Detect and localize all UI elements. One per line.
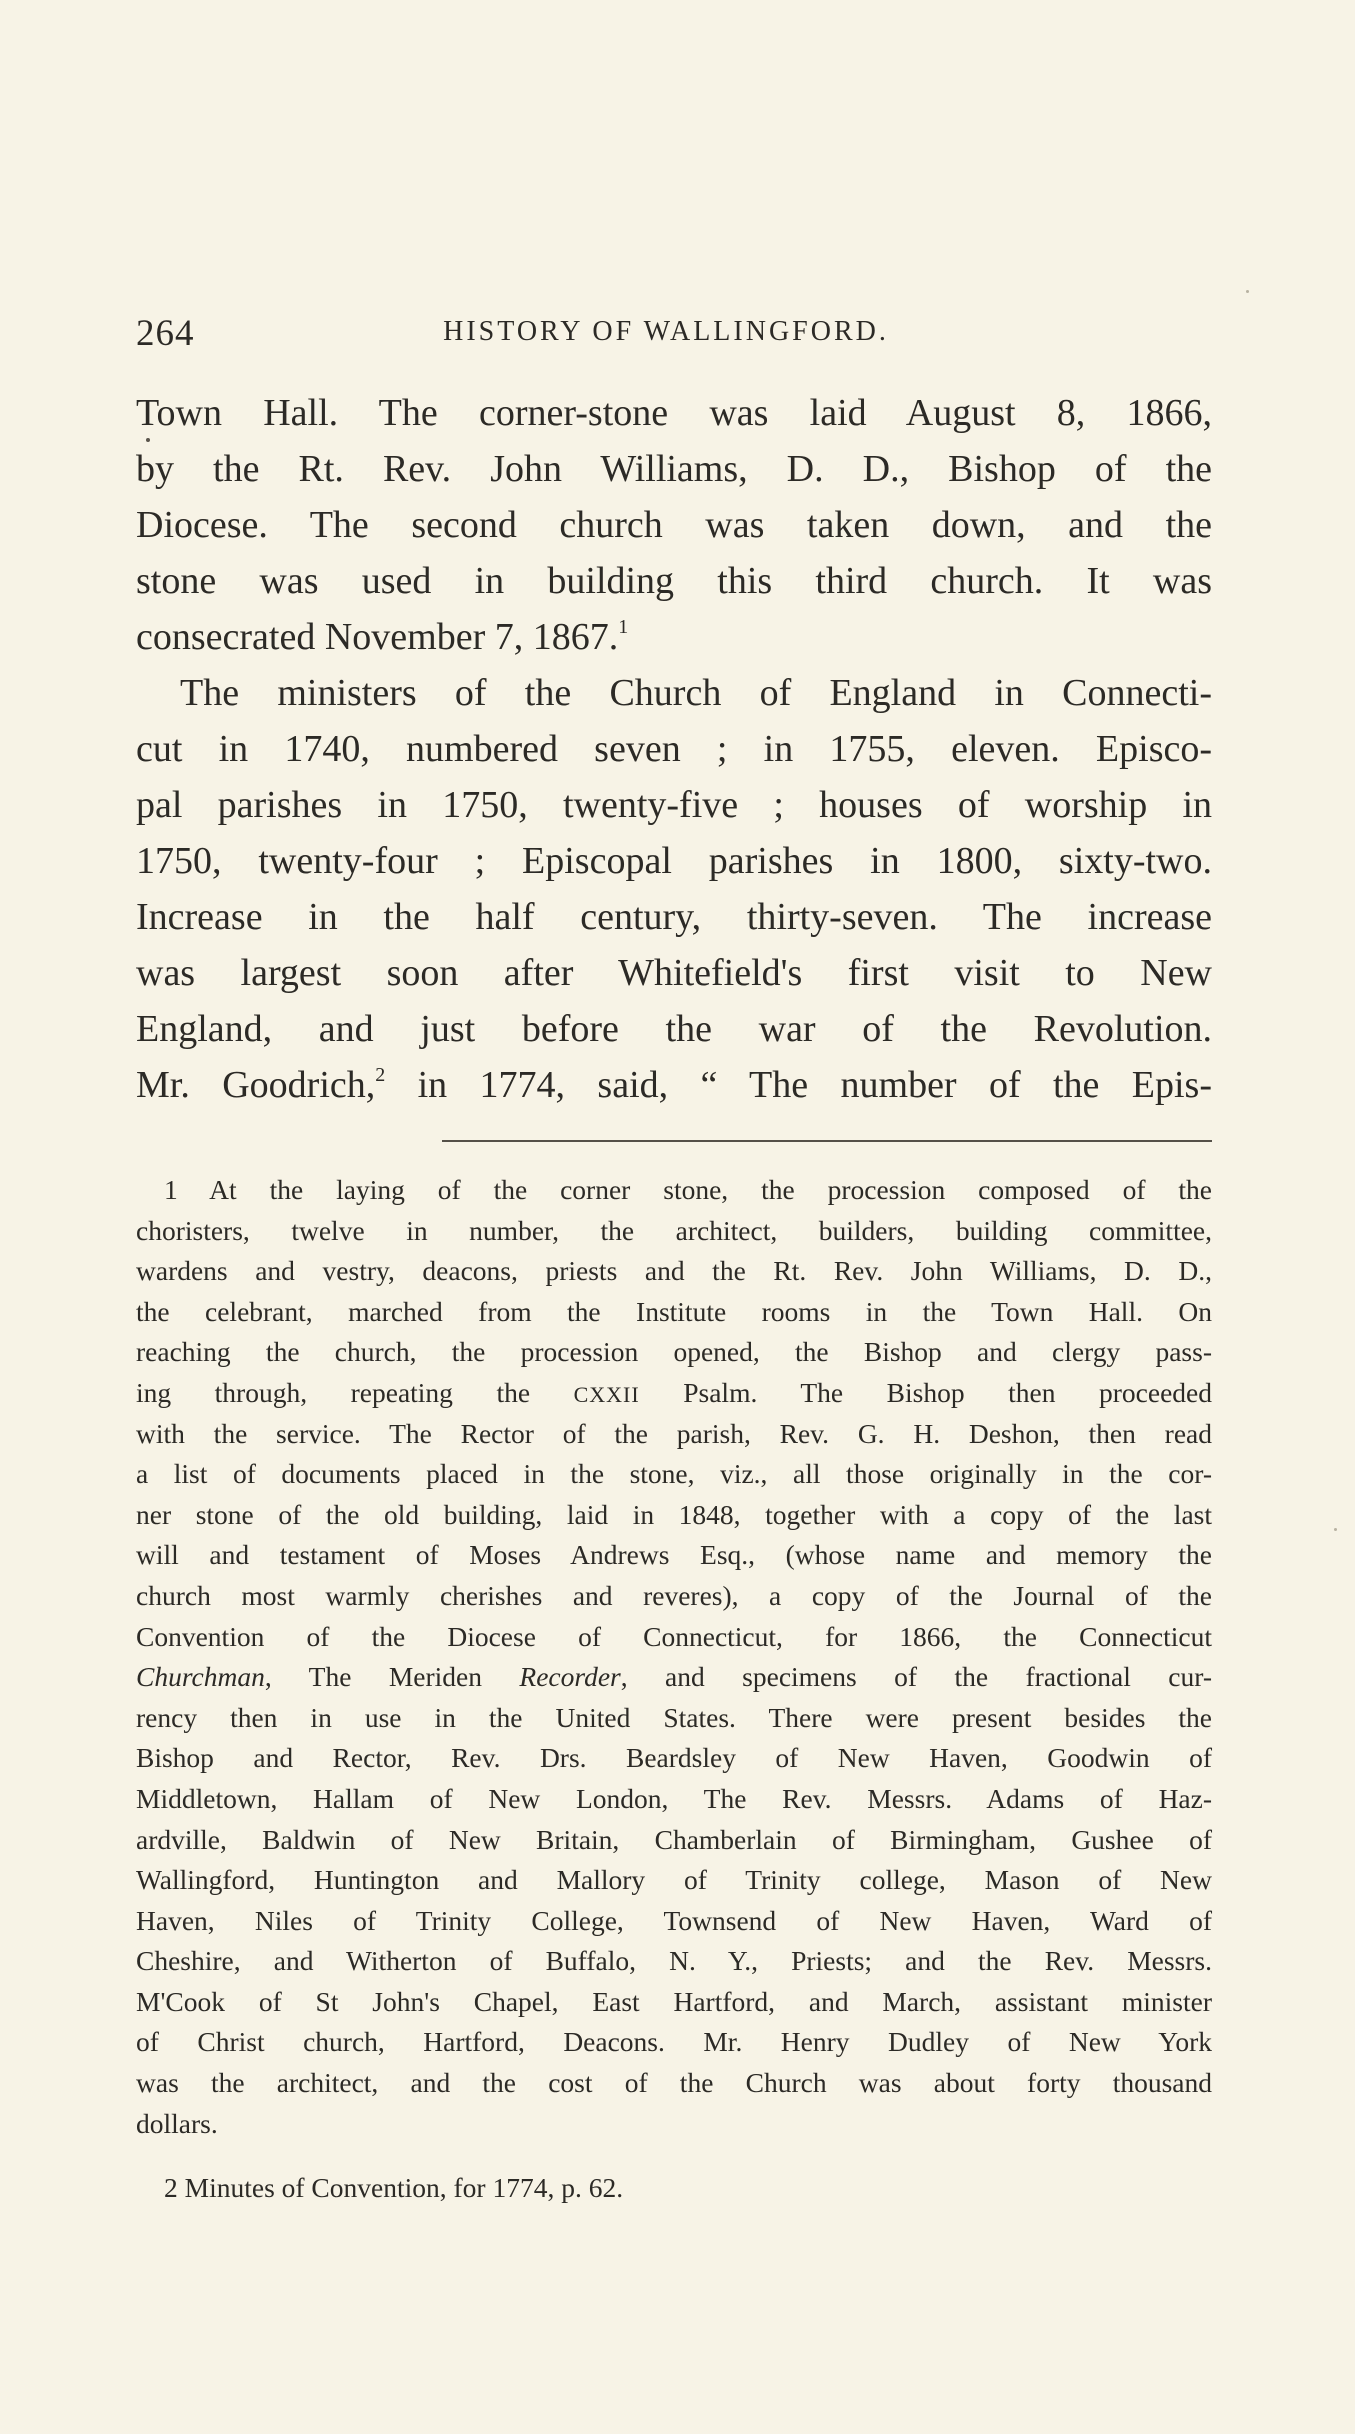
page-header [136,312,1196,360]
text-fragment: ing through, repeating the [136,1376,574,1408]
footnote-line [136,1657,1212,1698]
footnote-divider [442,1140,1212,1142]
paper-speck [1334,1528,1337,1531]
footnote-line: Bishop and Rector, Rev. Drs. Beardsley of New Haven, Goodwin of [136,1742,1212,1774]
text-line: was largest soon after Whitefield's first visit to New [136,952,1212,994]
footnote-line: wardens and vestry, deacons, priests and the Rt. Rev. John Williams, D. D., [136,1255,1212,1287]
text-line: stone was used in building this third church. It was [136,560,1212,602]
footnote-line: of Christ church, Hartford, Deacons. Mr. Henry Dudley of New York [136,2026,1212,2058]
text-line: 1750, twenty-four ; Episcopal parishes in 1800, sixty-two. [136,840,1212,882]
text-line: pal parishes in 1750, twenty-five ; houses of worship in [136,784,1212,826]
footnote-line: with the service. The Rector of the parish, Rev. G. H. Deshon, then read [136,1417,1212,1449]
footnote-line: church most warmly cherishes and reveres), a copy of the Journal of the [136,1579,1212,1611]
running-title: HISTORY OF WALLINGFORD. [443,316,889,347]
text-line [136,609,1212,665]
text-line [136,1057,1212,1113]
footnote-line: 1 At the laying of the corner stone, the procession composed of the [164,1174,1212,1205]
text-line: Increase in the half century, thirty-seven. The increase [136,896,1212,938]
footnote-2: 2 Minutes of Convention, for 1774, p. 62. [164,2172,624,2203]
psalm-numeral: CXXII [573,1381,640,1407]
footnote-line: Middletown, Hallam of New London, The Rev. Messrs. Adams of Haz- [136,1782,1212,1814]
text-line: The ministers of the Church of England in Connecti- [180,672,1212,714]
text-fragment: in 1774, said, “ The number of the Epis- [385,1064,1212,1106]
footnote-ref-1: 1 [618,616,629,638]
paper-speck [146,438,150,442]
text-fragment: , The Meriden [264,1661,520,1693]
footnote-line: dollars. [136,2107,218,2139]
text-line: by the Rt. Rev. John Williams, D. D., Bishop of the [136,448,1212,490]
footnote-line: rency then in use in the United States. There were present besides the [136,1701,1212,1733]
footnote-line: a list of documents placed in the stone, viz., all those originally in the cor- [136,1458,1212,1490]
periodical-title: Recorder [519,1661,621,1693]
footnote-line: reaching the church, the procession opened, the Bishop and clergy pass- [136,1336,1212,1368]
page-number: 264 [136,313,195,354]
footnote-line: was the architect, and the cost of the Church was about forty thousand [136,2067,1212,2099]
paper-speck [1246,290,1249,293]
footnote-1 [136,1170,1212,2144]
footnote-line: Haven, Niles of Trinity College, Townsend of New Haven, Ward of [136,1904,1212,1936]
text-line: Diocese. The second church was taken down, and the [136,504,1212,546]
text-fragment: consecrated November 7, 1867. [136,616,619,658]
main-text [136,385,1212,1113]
text-fragment: , and specimens of the fractional cur- [620,1661,1212,1693]
text-fragment: Psalm. The Bishop then proceeded [639,1376,1212,1408]
footnote-line [136,1373,1212,1414]
footnote-line: ner stone of the old building, laid in 1848, together with a copy of the last [136,1498,1212,1530]
text-line: Town Hall. The corner-stone was laid August 8, 1866, [136,392,1212,434]
footnote-line: the celebrant, marched from the Institute rooms in the Town Hall. On [136,1295,1212,1327]
footnote-line: M'Cook of St John's Chapel, East Hartford, and March, assistant minister [136,1985,1212,2017]
footnote-line: ardville, Baldwin of New Britain, Chamberlain of Birmingham, Gushee of [136,1823,1212,1855]
footnote-line: Convention of the Diocese of Connecticut, for 1866, the Connecticut [136,1620,1212,1652]
footnote-ref-2: 2 [375,1064,386,1086]
periodical-title: Churchman [136,1661,265,1693]
footnote-line: Wallingford, Huntington and Mallory of Trinity college, Mason of New [136,1864,1212,1896]
text-fragment: Mr. Goodrich, [136,1064,376,1106]
footnote-line: Cheshire, and Witherton of Buffalo, N. Y., Priests; and the Rev. Messrs. [136,1945,1212,1977]
text-line: England, and just before the war of the Revolution. [136,1008,1212,1050]
text-line: cut in 1740, numbered seven ; in 1755, eleven. Episco- [136,728,1212,770]
footnote-line: choristers, twelve in number, the architect, builders, building committee, [136,1214,1212,1246]
footnote-line: will and testament of Moses Andrews Esq., (whose name and memory the [136,1539,1212,1571]
